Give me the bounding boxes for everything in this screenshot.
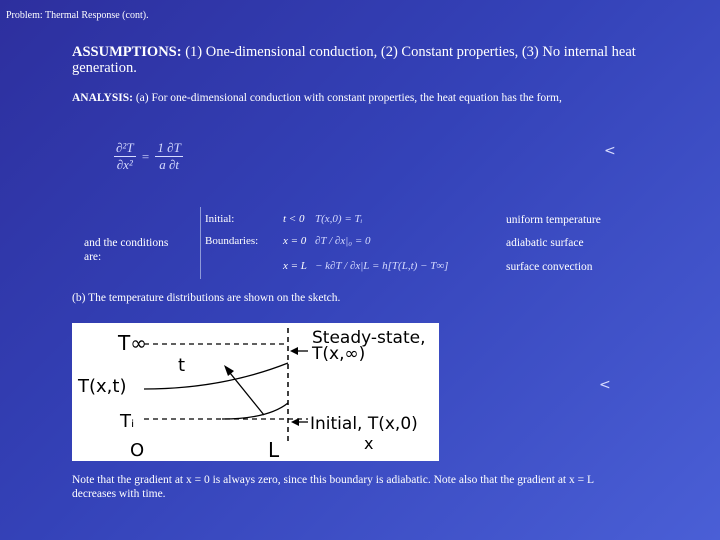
lhs-numerator: ∂²T — [116, 140, 134, 155]
equals-sign: = — [141, 148, 150, 164]
steady-state-function: T(x,∞) — [312, 344, 366, 364]
condition-desc-uniform: uniform temperature — [506, 214, 601, 226]
part-b-text: (b) The temperature distributions are shown on the sketch. — [72, 292, 341, 304]
conditions-block — [200, 207, 496, 279]
condition-desc-convection: surface convection — [506, 261, 593, 273]
check-mark-1: < — [604, 143, 616, 159]
condition-equation: T(x,0) = Tᵢ — [315, 213, 363, 225]
lhs-denominator: ∂x² — [116, 157, 133, 172]
analysis-text: (a) For one-dimensional conduction with constant properties, the heat equation has the form, — [135, 92, 562, 104]
steady-state-label: Steady-state, — [312, 328, 426, 348]
check-mark-2: < — [599, 377, 611, 393]
rhs-fraction — [155, 140, 182, 173]
condition-row-boundary-L — [205, 260, 448, 272]
condition-equation: ∂T / ∂x|₀ = 0 — [315, 235, 371, 247]
origin-label: O — [130, 440, 145, 461]
t-i-label: Tᵢ — [120, 411, 135, 432]
time-arrow-head — [224, 365, 234, 376]
sketch-svg — [72, 323, 439, 461]
condition-name: Initial: — [205, 213, 235, 225]
analysis-paragraph — [72, 92, 592, 105]
t-xt-label: T(x,t) — [78, 376, 127, 397]
time-arrow-shaft — [226, 368, 264, 415]
assumptions-paragraph — [72, 44, 672, 76]
assumptions-text: (1) One-dimensional conduction, (2) Constant properties, (3) No internal heat generation. — [72, 44, 636, 76]
condition-when: t < 0 — [283, 213, 305, 225]
lhs-fraction — [114, 140, 136, 173]
rhs-denominator: a ∂t — [159, 157, 179, 172]
rhs-numerator: 1 ∂T — [157, 140, 181, 155]
t-inf-label: T∞ — [118, 331, 147, 355]
condition-equation: − k∂T / ∂x|L = h[T(L,t) − T∞] — [315, 260, 449, 272]
condition-when: x = 0 — [283, 235, 307, 247]
temperature-sketch — [72, 323, 439, 461]
L-label: L — [268, 438, 280, 461]
condition-name: Boundaries: — [205, 235, 259, 247]
conditions-label: and the conditions are: — [84, 237, 169, 263]
condition-when: x = L — [283, 260, 307, 272]
gradient-note: Note that the gradient at x = 0 is always zero, since this boundary is adiabatic. Note also that the gradient at x = L decreases with time. — [72, 474, 594, 500]
x-axis-label: x — [364, 434, 374, 453]
transient-curve-lower — [222, 403, 288, 419]
heat-equation — [114, 140, 183, 173]
time-label: t — [178, 355, 186, 376]
condition-row-initial — [205, 213, 362, 225]
analysis-label: ANALYSIS: — [72, 92, 133, 104]
condition-desc-adiabatic: adiabatic surface — [506, 237, 584, 249]
assumptions-label: ASSUMPTIONS: — [72, 44, 182, 60]
initial-label: Initial, T(x,0) — [310, 414, 418, 434]
slide-header: Problem: Thermal Response (cont). — [6, 10, 149, 21]
transient-curve-upper — [144, 363, 288, 389]
steady-arrow-head — [290, 347, 298, 355]
condition-row-boundary-0 — [205, 235, 371, 247]
